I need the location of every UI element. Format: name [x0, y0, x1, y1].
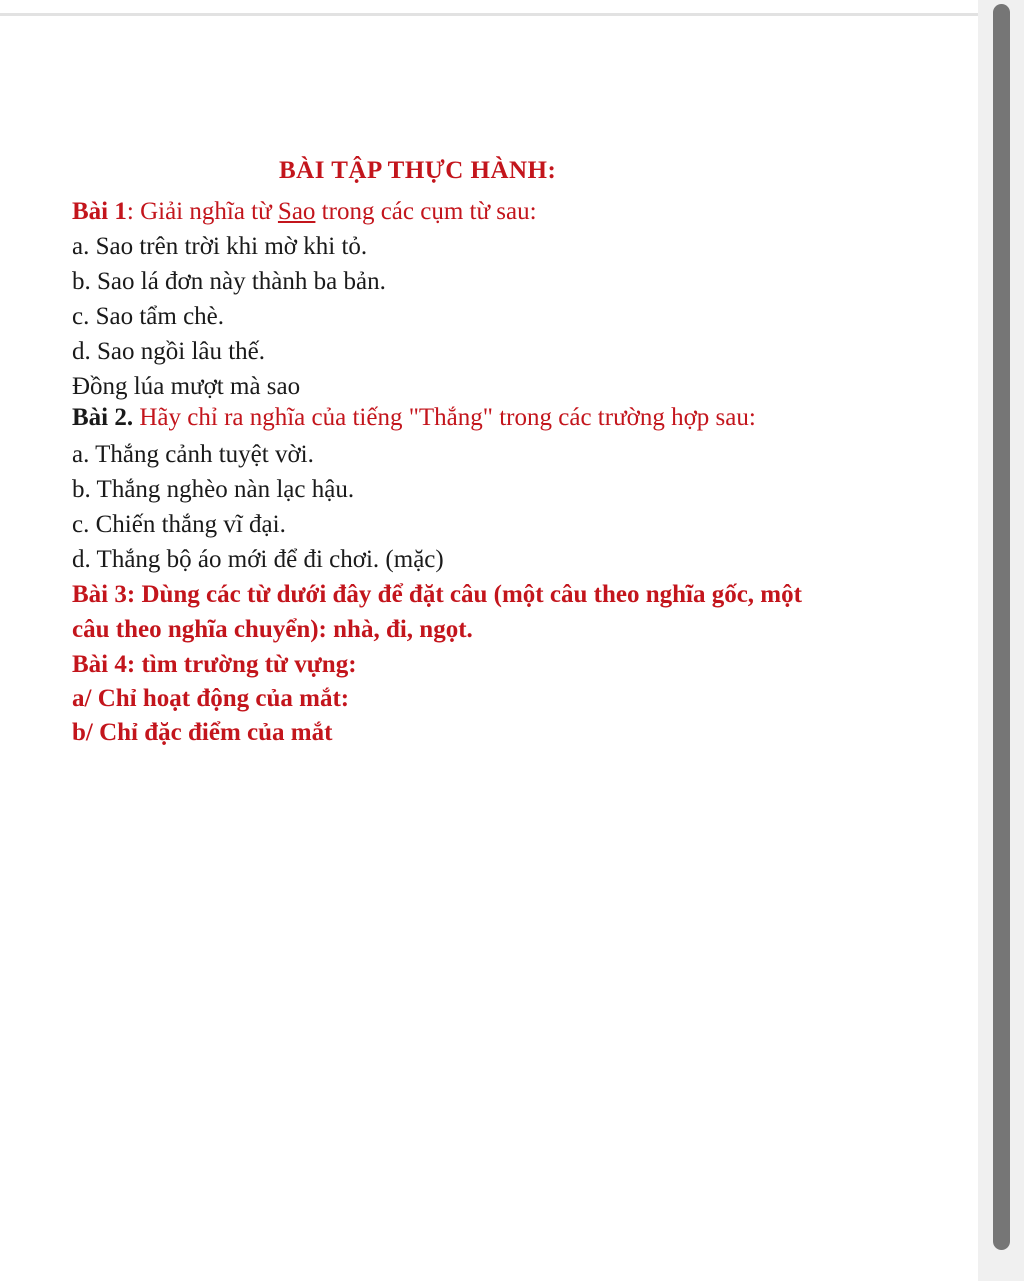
- bai3-line-2: câu theo nghĩa chuyển): nhà, đi, ngọt.: [72, 616, 473, 643]
- bai1-item-extra: Đồng lúa mượt mà sao: [72, 373, 301, 400]
- document-title: BÀI TẬP THỰC HÀNH:: [279, 157, 557, 184]
- bai1-keyword: Sao: [277, 198, 316, 225]
- bai1-item-c: c. Sao tẩm chè.: [72, 303, 225, 330]
- bai1-prompt: [72, 194, 537, 230]
- bai1-item-a: a. Sao trên trời khi mờ khi tỏ.: [72, 233, 368, 260]
- bai2-prompt: [72, 400, 756, 436]
- bai2-prompt-text: Hãy chỉ ra nghĩa của tiếng "Thắng" trong các trường hợp sau:: [133, 404, 756, 431]
- bai2-item-d: d. Thắng bộ áo mới để đi chơi. (mặc): [72, 546, 444, 573]
- top-divider: [0, 13, 978, 16]
- bai4-item-b: b/ Chỉ đặc điểm của mắt: [72, 719, 333, 746]
- bai2-item-c: c. Chiến thắng vĩ đại.: [72, 511, 286, 538]
- bai1-prompt-pre: Giải nghĩa từ: [140, 198, 278, 225]
- bai1-item-b: b. Sao lá đơn này thành ba bản.: [72, 268, 386, 295]
- bai4-title: Bài 4: tìm trường từ vựng:: [72, 651, 357, 678]
- bai1-item-d: d. Sao ngồi lâu thế.: [72, 338, 266, 365]
- bai1-sep: :: [126, 198, 141, 225]
- bai2-item-a: a. Thắng cảnh tuyệt vời.: [72, 441, 314, 468]
- bai1-prompt-post: trong các cụm từ sau:: [315, 198, 537, 225]
- bai2-label: Bài 2.: [72, 404, 134, 431]
- scrollbar-thumb[interactable]: [993, 4, 1010, 1250]
- bai2-item-b: b. Thắng nghèo nàn lạc hậu.: [72, 476, 355, 503]
- bai1-label: Bài 1: [72, 198, 127, 225]
- bai4-item-a: a/ Chỉ hoạt động của mắt:: [72, 685, 350, 712]
- bai3-line-1: Bài 3: Dùng các từ dưới đây để đặt câu (một câu theo nghĩa gốc, một: [72, 581, 802, 608]
